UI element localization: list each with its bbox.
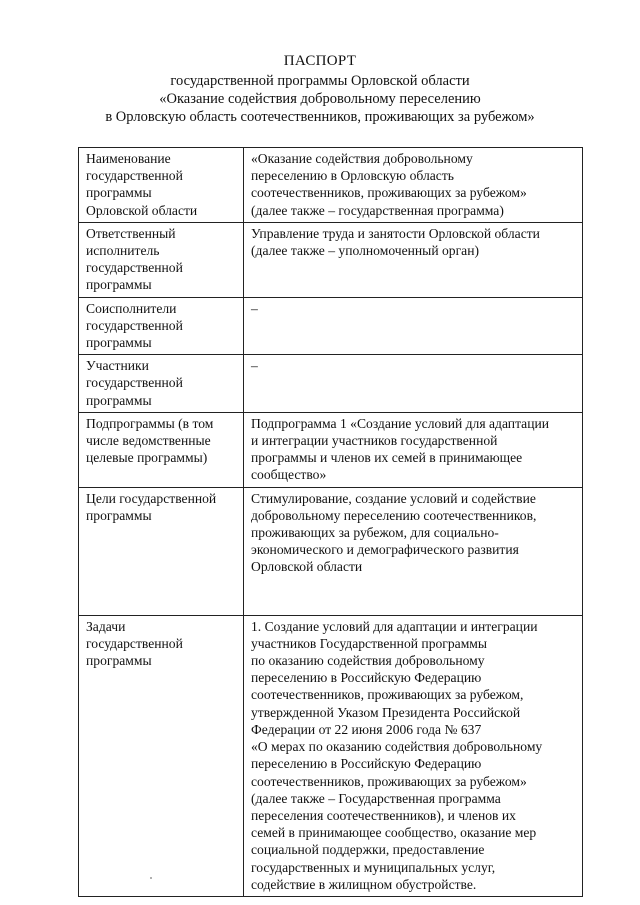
row-label-subprograms: Подпрограммы (в том числе ведомственные целевые программы) (79, 412, 244, 487)
table-row (79, 297, 583, 355)
row-value-responsible-executor: Управление труда и занятости Орловской области (далее также – уполномоченный орган) (244, 222, 583, 297)
passport-table (78, 147, 583, 897)
row-value-tasks: 1. Создание условий для адаптации и интеграции участников Государственной программы по оказанию содействия добровольному переселению в Российскую Федерацию соотечественников, проживающих за рубежом, утвержденной Указом Президента Российской Федерации от 22 июня 2006 года № 637 «О мерах по оказанию содействия добровольному переселению в Российскую Федерацию соотечественников, проживающих за рубежом» (далее также – Государственная программа переселения соотечественников), и членов их семей в принимающее сообщество, оказание мер социальной поддержки, предоставление государственных и муниципальных услуг, содействие в жилищном обустройстве. (244, 615, 583, 896)
document-subtitle-line-3: в Орловскую область соотечественников, проживающих за рубежом» (105, 109, 535, 125)
row-label-tasks: Задачи государственной программы (79, 615, 244, 896)
row-label-goals: Цели государственной программы (79, 487, 244, 615)
cell-spacer (251, 576, 576, 612)
document-subtitle-line-1: государственной программы Орловской области (170, 73, 470, 89)
row-value-goals-cell (244, 487, 583, 615)
row-label-program-name: Наименование государственной программы Орловской области (79, 148, 244, 223)
document-subtitle-line-2: «Оказание содействия добровольному переселению (159, 91, 481, 107)
document-header (0, 52, 640, 126)
table-row (79, 355, 583, 413)
table-row (79, 148, 583, 223)
row-label-responsible-executor: Ответственный исполнитель государственной программы (79, 222, 244, 297)
row-value-subprograms: Подпрограмма 1 «Создание условий для адаптации и интеграции участников государственной программы и членов их семей в принимающее сообщество» (244, 412, 583, 487)
scan-speck (150, 877, 152, 879)
row-value-goals: Стимулирование, создание условий и содействие добровольному переселению соотечественников, проживающих за рубежом, для социально- экономического и демографического развития Орловской области (251, 490, 537, 575)
row-label-co-executors: Соисполнители государственной программы (79, 297, 244, 355)
row-value-participants: – (244, 355, 583, 413)
table-row (79, 487, 583, 615)
document-title: ПАСПОРТ (283, 53, 357, 69)
table-row (79, 412, 583, 487)
row-label-participants: Участники государственной программы (79, 355, 244, 413)
row-value-co-executors: – (244, 297, 583, 355)
table-row (79, 222, 583, 297)
row-value-program-name: «Оказание содействия добровольному переселению в Орловскую область соотечественников, проживающих за рубежом» (далее также – государственная программа) (244, 148, 583, 223)
table-row (79, 615, 583, 896)
